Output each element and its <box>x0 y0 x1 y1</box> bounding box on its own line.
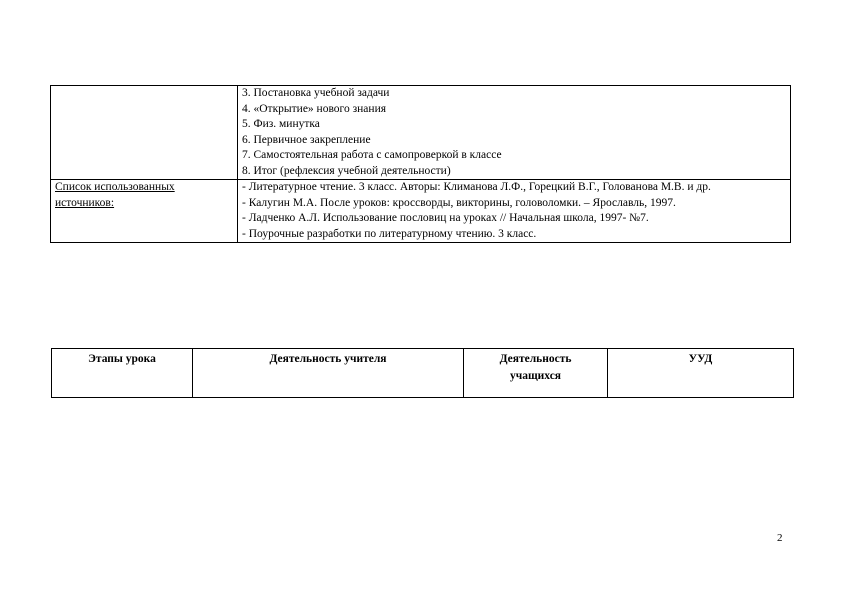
page-number: 2 <box>777 532 783 544</box>
lesson-stages-table <box>51 348 794 398</box>
header-teacher-activity: Деятельность учителя <box>193 349 464 398</box>
sources-cell <box>238 180 791 243</box>
list-item: 4. «Открытие» нового знания <box>242 102 387 115</box>
list-item: 7. Самостоятельная работа с самопроверкой в классе <box>242 149 502 161</box>
header-uud: УУД <box>608 349 794 398</box>
table-header-row <box>52 349 794 398</box>
header-stages: Этапы урока <box>52 349 193 398</box>
sources-label: Список использованных источников: <box>51 180 238 243</box>
list-item: 3. Постановка учебной задачи <box>242 87 390 99</box>
table-row <box>51 180 791 243</box>
source-item: - Ладченко А.Л. Использование пословиц на уроках // Начальная школа, 1997- №7. <box>242 212 649 224</box>
empty-cell <box>51 86 238 180</box>
list-item: 5. Физ. минутка <box>242 118 320 130</box>
table-row <box>51 86 791 180</box>
header-student-activity: Деятельность учащихся <box>464 349 608 398</box>
source-item: - Литературное чтение. 3 класс. Авторы: Климанова Л.Ф., Горецкий В.Г., Голованова М.В. и др. <box>242 181 711 193</box>
list-item: 6. Первичное закрепление <box>242 133 371 146</box>
lesson-info-table <box>50 85 791 243</box>
list-item: 8. Итог (рефлексия учебной деятельности) <box>242 164 451 177</box>
source-item: - Калугин М.А. После уроков: кроссворды, викторины, головоломки. – Ярославль, 1997. <box>242 196 676 209</box>
lesson-stages-cell <box>238 86 791 180</box>
source-item: - Поурочные разработки по литературному чтению. 3 класс. <box>242 227 537 240</box>
